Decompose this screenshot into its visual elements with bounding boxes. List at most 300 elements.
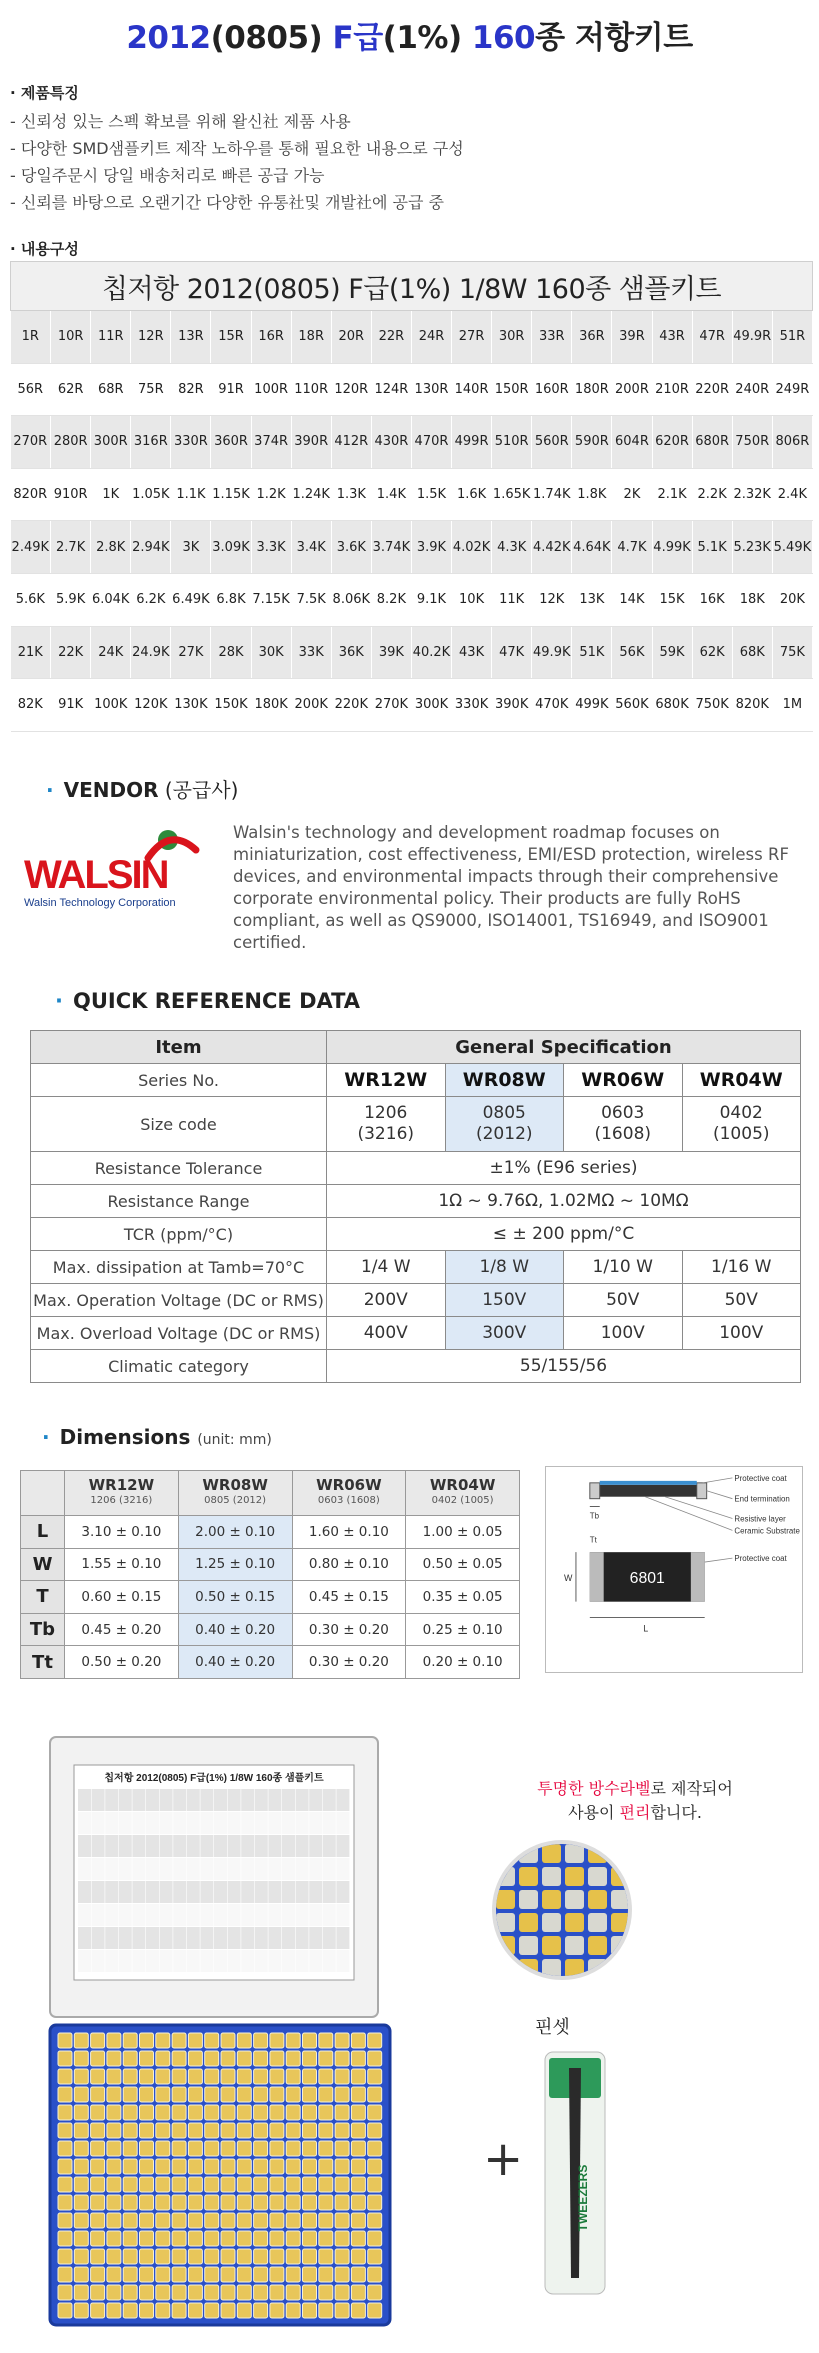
compartment [188,2141,202,2156]
title-size: 2012 [126,20,211,56]
compartment [519,1936,538,1955]
label-cell [78,1904,91,1926]
dimension-value: 1.00 ± 0.05 [406,1516,520,1549]
resistor-value-cell: 11R [91,311,131,364]
resistor-value-cell: 680K [652,679,692,732]
label-cell [228,1927,241,1949]
label-cell [132,1789,145,1811]
resistor-value-cell: 750R [732,416,772,469]
compartment [188,2123,202,2138]
label-cell [323,1927,336,1949]
label-cell [323,1858,336,1880]
compartment [319,2249,333,2264]
table-row [21,1581,520,1614]
model-name: WR04W [429,1476,496,1494]
compartment [237,2249,251,2264]
compartment [286,2303,300,2318]
label-cell [105,1789,118,1811]
compartment [140,2249,154,2264]
label-cell [336,1904,349,1926]
title-code: (0805) [210,20,333,56]
resistor-value-cell: 21K [11,626,51,679]
compartment [319,2195,333,2210]
compartment [107,2033,121,2048]
compartment [156,2051,170,2066]
resistor-value-cell: 14K [612,573,652,626]
compartment [188,2285,202,2300]
kit-table-caption: 칩저항 2012(0805) F급(1%) 1/8W 160종 샘플키트 [11,262,813,311]
resistor-value-cell: 36R [572,311,612,364]
resistor-value-cell: 43R [652,311,692,364]
compartment [107,2303,121,2318]
compartment [58,2303,72,2318]
compartment [286,2231,300,2246]
compartment [123,2213,137,2228]
label-cell [309,1950,322,1972]
dimension-value: 1.60 ± 0.10 [292,1516,406,1549]
compartment [107,2231,121,2246]
compartment [237,2231,251,2246]
resistor-value-cell: 22R [371,311,411,364]
compartment [254,2051,268,2066]
resistor-value-cell: 18K [732,573,772,626]
resistor-value-cell: 560K [612,679,652,732]
compartment [205,2267,219,2282]
compartment [188,2213,202,2228]
compartment [91,2303,105,2318]
compartment [496,1959,515,1978]
compartment [270,2303,284,2318]
resistor-value-cell: 30R [492,311,532,364]
label-cell [119,1927,132,1949]
model-header [406,1471,520,1516]
label-cell [309,1904,322,1926]
table-row [21,1516,520,1549]
bullet-icon: · [42,1425,50,1449]
compartment [91,2069,105,2084]
compartment [107,2213,121,2228]
label-cell [132,1835,145,1857]
compartment [542,1844,561,1863]
dimension-value: 1.55 ± 0.10 [65,1548,179,1581]
compartment [565,1890,584,1909]
label-cell [309,1927,322,1949]
resistor-value-cell: 2.2K [692,468,732,521]
promo-text [455,1777,815,1825]
compartment [156,2213,170,2228]
label-cell [296,1927,309,1949]
table-row [11,468,813,521]
compartment [91,2033,105,2048]
label-cell [173,1858,186,1880]
model-name: WR12W [88,1476,155,1494]
compartment [123,2195,137,2210]
compartment [221,2177,235,2192]
label-cell [214,1835,227,1857]
resistor-value-cell: 470R [411,416,451,469]
compartment [58,2069,72,2084]
label-cell [268,1950,281,1972]
label-cell [173,1881,186,1903]
page-title [0,12,819,57]
logo-text: WALSIN [24,853,168,897]
compartment [188,2303,202,2318]
compartment [123,2123,137,2138]
resistor-value-cell: 300K [411,679,451,732]
row-label: Max. Operation Voltage (DC or RMS) [31,1284,327,1317]
label-cell [160,1881,173,1903]
compartment [205,2177,219,2192]
label-cell [187,1950,200,1972]
label-cell [336,1789,349,1811]
label-cell [92,1927,105,1949]
compartment [91,2231,105,2246]
compartment [335,2249,349,2264]
compartment [74,2195,88,2210]
compartment [351,2195,365,2210]
dimension-value: 0.45 ± 0.20 [65,1613,179,1646]
label-cell [336,1835,349,1857]
compartment [303,2177,317,2192]
compartment [74,2033,88,2048]
compartment [286,2249,300,2264]
compartment [319,2159,333,2174]
compartment [91,2267,105,2282]
compartment [205,2087,219,2102]
resistor-value-cell: 6.2K [131,573,171,626]
compartment [270,2249,284,2264]
resistor-value-cell: 1.8K [572,468,612,521]
compartment [123,2231,137,2246]
label-cell [228,1789,241,1811]
resistor-value-cell: 240R [732,363,772,416]
compartment [270,2087,284,2102]
resistor-value-cell: 68K [732,626,772,679]
compartment [188,2231,202,2246]
resistor-value-cell: 10R [51,311,91,364]
compartment [319,2069,333,2084]
compartment [91,2105,105,2120]
compartment [74,2159,88,2174]
label-cell [146,1881,159,1903]
resistor-value-cell: 43K [452,626,492,679]
label-cell [132,1904,145,1926]
compartment [368,2105,382,2120]
label-cell [119,1789,132,1811]
label-cell [282,1950,295,1972]
table-row [11,626,813,679]
label-cell [187,1927,200,1949]
compartment [588,1867,607,1886]
label-cell [309,1812,322,1834]
compartment [188,2177,202,2192]
compartment [123,2141,137,2156]
label-cell [241,1835,254,1857]
compartment [188,2069,202,2084]
label-cell [78,1835,91,1857]
label-cell [78,1927,91,1949]
size-code: 0805 [482,1103,526,1123]
label-cell [200,1950,213,1972]
resistor-value-cell: 280R [51,416,91,469]
walsin-logo [20,818,220,918]
compartment [58,2285,72,2300]
compartment [351,2213,365,2228]
resistor-value-cell: 270R [11,416,51,469]
resistor-value-cell: 2.32K [732,468,772,521]
compartment [140,2105,154,2120]
label-cell [228,1835,241,1857]
compartment [188,2105,202,2120]
compartment [588,1890,607,1909]
value-cell: 50V [564,1284,683,1317]
table-row [31,1097,801,1152]
compartment [286,2285,300,2300]
label-cell [200,1835,213,1857]
compartment [221,2267,235,2282]
compartment [254,2303,268,2318]
label-cell [173,1927,186,1949]
compartment [351,2033,365,2048]
model-cell: WR12W [327,1064,446,1097]
compartment [91,2213,105,2228]
resistor-value-cell: 620R [652,416,692,469]
features-section [10,82,810,216]
compartment [565,1844,584,1863]
dimension-value: 0.40 ± 0.20 [178,1613,292,1646]
resistor-value-cell: 6.49K [171,573,211,626]
label-cell [282,1835,295,1857]
label-cell [92,1812,105,1834]
label-cell [119,1881,132,1903]
size-metric: (3216) [357,1124,415,1144]
resistor-value-cell: 6.8K [211,573,251,626]
compartment [172,2105,186,2120]
feature-line: - 신뢰성 있는 스펙 확보를 위해 왈신社 제품 사용 [10,112,351,131]
compartment [588,1936,607,1955]
promo-line: 로 제작되어 [650,1779,733,1798]
resistor-value-cell: 210R [652,363,692,416]
resistor-value-cell: 2.49K [11,521,51,574]
label-cell [282,1881,295,1903]
row-label: Max. Overload Voltage (DC or RMS) [31,1317,327,1350]
compartment [205,2213,219,2228]
compartment [172,2195,186,2210]
label-cell [187,1904,200,1926]
label-cell [200,1904,213,1926]
compartment [270,2141,284,2156]
compartment [172,2123,186,2138]
label-protective-coat: Protective coat [734,1473,787,1483]
resistor-value-cell: 249R [772,363,812,416]
label-cell [160,1927,173,1949]
compartment [172,2177,186,2192]
compartment [123,2033,137,2048]
compartment [303,2267,317,2282]
compartment [156,2141,170,2156]
resistor-value-cell: 750K [692,679,732,732]
label-cell [78,1950,91,1972]
compartment [205,2033,219,2048]
content-label: · 내용구성 [10,240,79,258]
compartment [351,2141,365,2156]
resistor-value-cell: 110R [291,363,331,416]
compartment [74,2213,88,2228]
label-cell [241,1789,254,1811]
compartment [254,2285,268,2300]
compartment [319,2177,333,2192]
dimension-value: 0.45 ± 0.15 [292,1581,406,1614]
compartment [286,2195,300,2210]
compartment [368,2213,382,2228]
compartment [368,2087,382,2102]
resistor-value-cell: 130R [411,363,451,416]
resistor-value-cell: 49.9R [732,311,772,364]
compartment [91,2087,105,2102]
dimension-value: 0.35 ± 0.05 [406,1581,520,1614]
compartment [303,2141,317,2156]
compartment [172,2249,186,2264]
vendor-heading-sub: (공급사) [158,778,239,802]
compartment [221,2285,235,2300]
compartment [286,2033,300,2048]
model-cell: WR06W [564,1064,683,1097]
chip-side-view [594,1485,703,1497]
resistor-value-cell: 15R [211,311,251,364]
model-code: 0603 (1608) [317,1495,380,1506]
label-cell [323,1835,336,1857]
bullet-icon: · [55,989,63,1013]
label-cell [132,1881,145,1903]
compartment [368,2249,382,2264]
resistor-value-cell: 1.74K [532,468,572,521]
resistor-value-cell: 47K [492,626,532,679]
compartment [74,2249,88,2264]
compartment [107,2105,121,2120]
title-tolerance: (1%) [382,20,472,56]
compartment [107,2267,121,2282]
title-count: 160 [471,20,536,56]
compartment [205,2231,219,2246]
features-label: · 제품특징 [10,84,79,102]
resistor-value-cell: 8.2K [371,573,411,626]
resistor-value-cell: 910R [51,468,91,521]
compartment [335,2267,349,2282]
compartment [58,2213,72,2228]
label-cell [187,1789,200,1811]
resistor-value-cell: 24.9K [131,626,171,679]
resistor-value-cell: 1R [11,311,51,364]
value-cell: 50V [682,1284,801,1317]
label-cell [132,1858,145,1880]
resistor-value-cell: 160R [532,363,572,416]
size-metric: (2012) [475,1124,533,1144]
table-row [21,1646,520,1679]
resistor-value-cell: 140R [452,363,492,416]
resistor-value-cell: 590R [572,416,612,469]
compartment [140,2141,154,2156]
compartment [351,2177,365,2192]
label-cell [282,1858,295,1880]
header-item: Item [31,1031,327,1064]
model-code: 1206 (3216) [90,1495,153,1506]
compartment [140,2069,154,2084]
row-label: Resistance Tolerance [31,1152,327,1185]
compartment [335,2051,349,2066]
dimension-value: 0.30 ± 0.20 [292,1613,406,1646]
dimensions-unit: (unit: mm) [197,1432,272,1448]
resistor-value-cell: 2.4K [772,468,812,521]
resistor-value-cell: 1.3K [331,468,371,521]
compartment [519,1867,538,1886]
compartment [368,2159,382,2174]
label-cell [323,1950,336,1972]
label-cell [187,1812,200,1834]
label-cell [268,1835,281,1857]
compartment [91,2123,105,2138]
resistor-value-cell: 40.2K [411,626,451,679]
compartment [237,2051,251,2066]
compartment [496,1890,515,1909]
feature-line: - 신뢰를 바탕으로 오랜기간 다양한 유통社및 개발社에 공급 중 [10,193,444,212]
resistor-value-cell: 3K [171,521,211,574]
feature-line: - 다양한 SMD샘플키트 제작 노하우를 통해 필요한 내용으로 구성 [10,139,464,158]
compartment [254,2159,268,2174]
compartment [172,2285,186,2300]
label-cell [228,1904,241,1926]
compartment [270,2285,284,2300]
label-cell [214,1881,227,1903]
corner-cell [21,1471,65,1516]
resistor-value-cell: 499R [452,416,492,469]
compartment [254,2105,268,2120]
compartment [107,2141,121,2156]
label-ceramic-substrate: Ceramic Substrate [734,1526,800,1536]
resistor-value-cell: 56R [11,363,51,416]
tolerance-value: ±1% (E96 series) [327,1152,801,1185]
compartment [319,2213,333,2228]
value-cell: 100V [682,1317,801,1350]
compartment [368,2141,382,2156]
compartment [335,2213,349,2228]
label-cell [160,1950,173,1972]
compartment [221,2087,235,2102]
promo-line: 합니다. [650,1803,702,1822]
dimension-value: 2.00 ± 0.10 [178,1516,292,1549]
compartment [58,2249,72,2264]
compartment [74,2141,88,2156]
label-cell [105,1812,118,1834]
label-cell [78,1812,91,1834]
label-cell [105,1881,118,1903]
dimension-value: 0.60 ± 0.15 [65,1581,179,1614]
compartment [237,2123,251,2138]
compartment [172,2303,186,2318]
resistor-value-cell: 820R [11,468,51,521]
resistor-value-cell: 62R [51,363,91,416]
compartment [156,2069,170,2084]
compartment [542,1913,561,1932]
label-cell [173,1904,186,1926]
dimension-value: 1.25 ± 0.10 [178,1548,292,1581]
compartment [123,2051,137,2066]
magnified-label-image [492,1840,632,1980]
climatic-value: 55/155/56 [327,1350,801,1383]
compartment [286,2177,300,2192]
resistor-value-cell: 680R [692,416,732,469]
quick-reference-table [30,1030,801,1383]
label-cell [105,1950,118,1972]
